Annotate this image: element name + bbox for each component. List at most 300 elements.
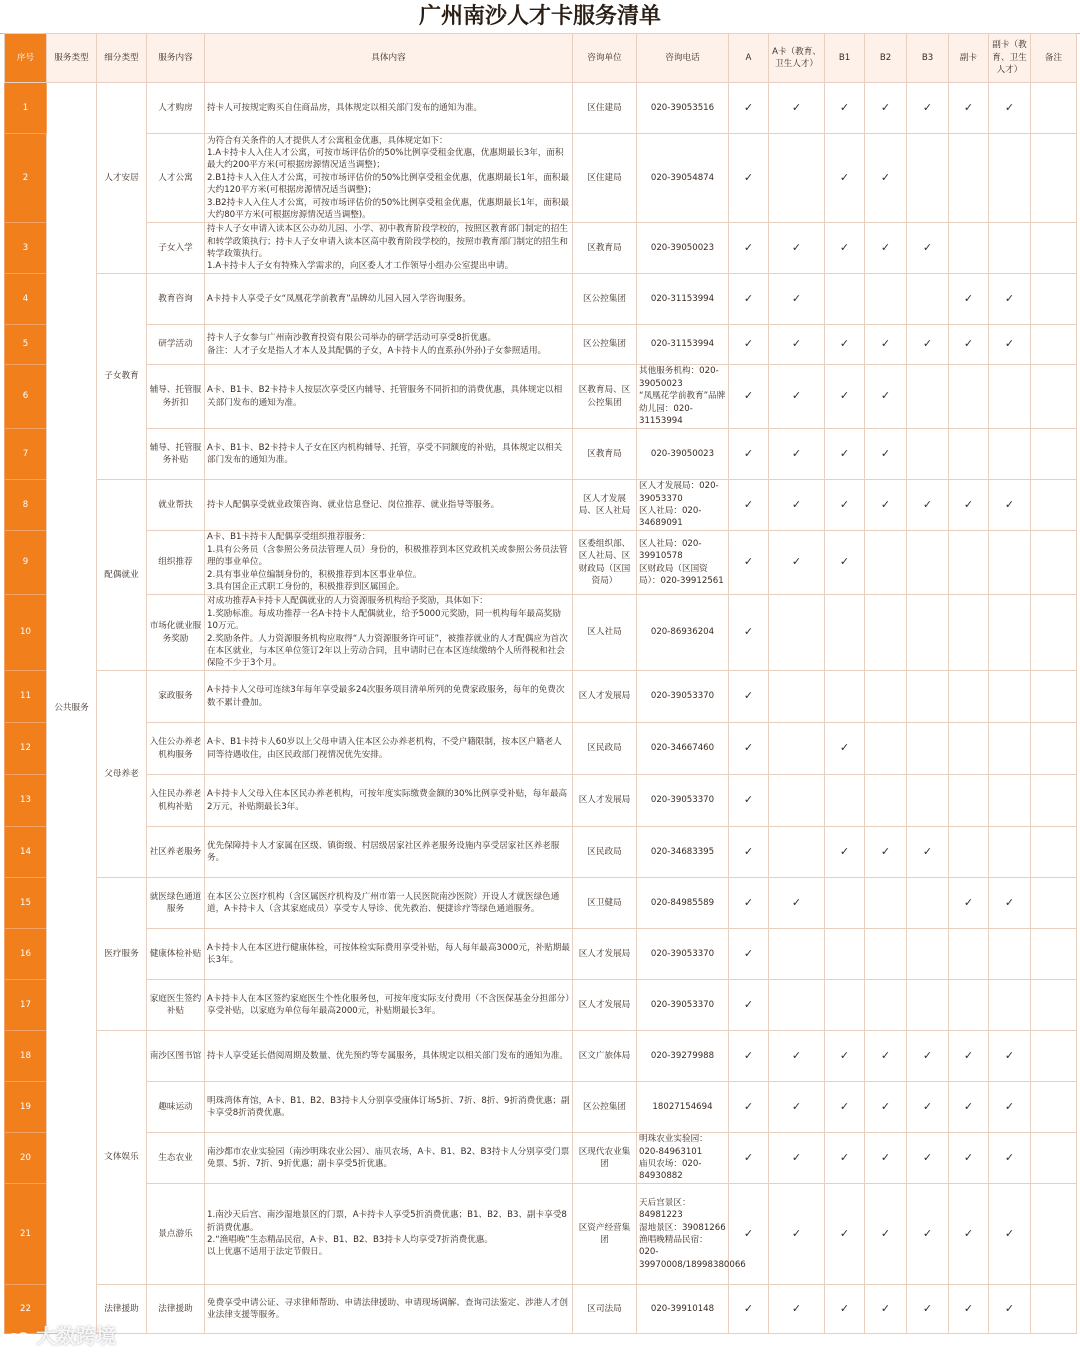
card-tick-cell xyxy=(769,1184,825,1285)
remarks-cell xyxy=(1031,134,1077,223)
card-tick-cell xyxy=(865,531,907,595)
card-tick-cell xyxy=(825,671,865,723)
row-number: 13 xyxy=(5,775,47,827)
check-icon: ✓ xyxy=(839,1099,850,1113)
unit-cell: 区教育局、区公控集团 xyxy=(573,365,637,429)
check-icon: ✓ xyxy=(880,240,891,254)
row-number: 11 xyxy=(5,671,47,723)
check-icon: ✓ xyxy=(880,389,891,403)
check-icon: ✓ xyxy=(1004,337,1015,351)
card-tick-cell xyxy=(989,1082,1031,1133)
row-number: 2 xyxy=(5,134,47,223)
card-tick-cell xyxy=(989,980,1031,1031)
card-tick-cell xyxy=(865,775,907,827)
detail-cell: A卡持卡人在本区签约家庭医生个性化服务包，可按年度实际支付费用（不含医保基金分担部分）享受补贴，以家庭为单位每年最高2000元，补贴期最长3年。 xyxy=(205,980,573,1031)
service-type-cell: 公共服务 xyxy=(47,83,97,1334)
check-icon: ✓ xyxy=(743,946,754,960)
card-tick-cell xyxy=(769,775,825,827)
check-icon: ✓ xyxy=(791,1301,802,1315)
service-item-cell: 就业帮扶 xyxy=(147,480,205,531)
check-icon: ✓ xyxy=(1004,1099,1015,1113)
row-number: 17 xyxy=(5,980,47,1031)
card-tick-cell xyxy=(825,1285,865,1334)
card-tick-cell xyxy=(949,1184,989,1285)
phone-cell: 区人才发展局：020-39053370 区人社局：020-34689091 xyxy=(637,480,729,531)
row-number: 12 xyxy=(5,723,47,775)
card-tick-cell xyxy=(825,1133,865,1184)
row-number: 21 xyxy=(5,1184,47,1285)
check-icon: ✓ xyxy=(922,337,933,351)
detail-cell: 优先保障持卡人才家属在区级、镇街级、村居级居家社区养老服务设施内享受居家社区养老服务。 xyxy=(205,827,573,878)
phone-cell: 020-39053370 xyxy=(637,929,729,980)
remarks-cell xyxy=(1031,671,1077,723)
check-icon: ✓ xyxy=(743,389,754,403)
card-tick-cell xyxy=(865,827,907,878)
card-tick-cell xyxy=(825,775,865,827)
card-tick-cell xyxy=(825,929,865,980)
detail-cell: 持卡人享受延长借阅周期及数量、优先预约等专属服务，具体规定以相关部门发布的通知为准。 xyxy=(205,1031,573,1082)
check-icon: ✓ xyxy=(839,555,850,569)
detail-cell: A卡持卡人父母可连续3年每年享受最多24次服务项目清单所列的免费家政服务，每年的免费次数不累计叠加。 xyxy=(205,671,573,723)
check-icon: ✓ xyxy=(791,446,802,460)
check-icon: ✓ xyxy=(880,1048,891,1062)
card-tick-cell xyxy=(769,83,825,134)
card-tick-cell xyxy=(989,1031,1031,1082)
remarks-cell xyxy=(1031,429,1077,480)
header-service-type: 服务类型 xyxy=(47,34,97,83)
unit-cell: 区现代农业集团 xyxy=(573,1133,637,1184)
service-item-cell: 趣味运动 xyxy=(147,1082,205,1133)
category-cell: 法律援助 xyxy=(97,1285,147,1334)
remarks-cell xyxy=(1031,325,1077,365)
unit-cell: 区人才发展局、区人社局 xyxy=(573,480,637,531)
phone-cell: 020-31153994 xyxy=(637,274,729,325)
check-icon: ✓ xyxy=(880,1301,891,1315)
remarks-cell xyxy=(1031,775,1077,827)
card-tick-cell xyxy=(825,274,865,325)
card-tick-cell xyxy=(907,365,949,429)
check-icon: ✓ xyxy=(743,497,754,511)
phone-cell: 020-86936204 xyxy=(637,595,729,671)
card-tick-cell xyxy=(989,1133,1031,1184)
service-item-cell: 南沙区图书馆 xyxy=(147,1031,205,1082)
detail-cell: A卡、B1卡持卡人60岁以上父母申请入住本区公办养老机构，不受户籍限制，按本区户籍老人同等待遇收住，由区民政部门视情况优先安排。 xyxy=(205,723,573,775)
header-seq: 序号 xyxy=(5,34,47,83)
card-tick-cell xyxy=(907,480,949,531)
check-icon: ✓ xyxy=(743,844,754,858)
table-row xyxy=(5,929,1077,980)
card-tick-cell xyxy=(729,1082,769,1133)
card-tick-cell xyxy=(865,595,907,671)
card-tick-cell xyxy=(907,671,949,723)
check-icon: ✓ xyxy=(839,100,850,114)
remarks-cell xyxy=(1031,878,1077,929)
remarks-cell xyxy=(1031,723,1077,775)
check-icon: ✓ xyxy=(743,1226,754,1240)
check-icon: ✓ xyxy=(922,100,933,114)
service-item-cell: 人才购房 xyxy=(147,83,205,134)
detail-cell: 南沙都市农业实验园（南沙明珠农业公园）、庙贝农场，A卡、B1、B2、B3持卡人分别享受门票免票、5折、7折、9折优惠；副卡享受5折优惠。 xyxy=(205,1133,573,1184)
header-unit: 咨询单位 xyxy=(573,34,637,83)
header-card-a-edu: A卡（教育、卫生人才） xyxy=(769,34,825,83)
card-tick-cell xyxy=(729,723,769,775)
check-icon: ✓ xyxy=(839,497,850,511)
header-subcategory: 细分类型 xyxy=(97,34,147,83)
card-tick-cell xyxy=(989,365,1031,429)
card-tick-cell xyxy=(825,827,865,878)
check-icon: ✓ xyxy=(922,1226,933,1240)
row-number: 8 xyxy=(5,480,47,531)
check-icon: ✓ xyxy=(791,1150,802,1164)
remarks-cell xyxy=(1031,365,1077,429)
table-row xyxy=(5,827,1077,878)
card-tick-cell xyxy=(729,223,769,274)
check-icon: ✓ xyxy=(963,1301,974,1315)
card-tick-cell xyxy=(729,325,769,365)
card-tick-cell xyxy=(949,134,989,223)
check-icon: ✓ xyxy=(963,1048,974,1062)
check-icon: ✓ xyxy=(743,240,754,254)
card-tick-cell xyxy=(907,274,949,325)
card-tick-cell xyxy=(769,595,825,671)
remarks-cell xyxy=(1031,1082,1077,1133)
card-tick-cell xyxy=(825,980,865,1031)
service-item-cell: 健康体检补贴 xyxy=(147,929,205,980)
phone-cell: 其他服务机构：020-39050023 “凤凰花学前教育”品牌幼儿园：020-31153994 xyxy=(637,365,729,429)
card-tick-cell xyxy=(907,223,949,274)
phone-cell: 020-39053370 xyxy=(637,980,729,1031)
card-tick-cell xyxy=(769,827,825,878)
row-number: 1 xyxy=(5,83,47,134)
card-tick-cell xyxy=(989,83,1031,134)
check-icon: ✓ xyxy=(880,1226,891,1240)
check-icon: ✓ xyxy=(743,446,754,460)
card-tick-cell xyxy=(989,595,1031,671)
check-icon: ✓ xyxy=(1004,100,1015,114)
card-tick-cell xyxy=(907,429,949,480)
phone-cell: 020-31153994 xyxy=(637,325,729,365)
card-tick-cell xyxy=(865,929,907,980)
card-tick-cell xyxy=(865,325,907,365)
check-icon: ✓ xyxy=(880,844,891,858)
card-tick-cell xyxy=(989,429,1031,480)
check-icon: ✓ xyxy=(839,170,850,184)
card-tick-cell xyxy=(989,531,1031,595)
check-icon: ✓ xyxy=(963,895,974,909)
table-row xyxy=(5,274,1077,325)
card-tick-cell xyxy=(825,1031,865,1082)
remarks-cell xyxy=(1031,274,1077,325)
detail-cell: 持卡人子女参与广州南沙教育投资有限公司举办的研学活动可享受8折优惠。 备注：人才子女是指人才本人及其配偶的子女，A卡持卡人的直系孙(外孙)子女参照适用。 xyxy=(205,325,573,365)
check-icon: ✓ xyxy=(839,1150,850,1164)
service-item-cell: 组织推荐 xyxy=(147,531,205,595)
card-tick-cell xyxy=(989,1285,1031,1334)
unit-cell: 区民政局 xyxy=(573,723,637,775)
service-item-cell: 子女入学 xyxy=(147,223,205,274)
card-tick-cell xyxy=(825,134,865,223)
service-item-cell: 辅导、托管服务补贴 xyxy=(147,429,205,480)
card-tick-cell xyxy=(729,878,769,929)
card-tick-cell xyxy=(769,1133,825,1184)
service-item-cell: 生态农业 xyxy=(147,1133,205,1184)
phone-cell: 天后宫景区：84981223 湿地景区：39081266 渔唱晚精品民宿：020-39970008/18998380066 xyxy=(637,1184,729,1285)
card-tick-cell xyxy=(729,775,769,827)
card-tick-cell xyxy=(729,1031,769,1082)
remarks-cell xyxy=(1031,929,1077,980)
check-icon: ✓ xyxy=(791,389,802,403)
category-cell: 子女教育 xyxy=(97,274,147,480)
card-tick-cell xyxy=(729,980,769,1031)
card-tick-cell xyxy=(865,671,907,723)
check-icon: ✓ xyxy=(743,1301,754,1315)
service-item-cell: 社区养老服务 xyxy=(147,827,205,878)
card-tick-cell xyxy=(989,325,1031,365)
check-icon: ✓ xyxy=(743,895,754,909)
card-tick-cell xyxy=(949,83,989,134)
phone-cell: 020-39910148 xyxy=(637,1285,729,1334)
card-tick-cell xyxy=(949,929,989,980)
phone-cell: 020-34667460 xyxy=(637,723,729,775)
unit-cell: 区司法局 xyxy=(573,1285,637,1334)
table-row xyxy=(5,1082,1077,1133)
card-tick-cell xyxy=(769,723,825,775)
service-item-cell: 入住民办养老机构补贴 xyxy=(147,775,205,827)
table-row xyxy=(5,1285,1077,1334)
check-icon: ✓ xyxy=(743,741,754,755)
card-tick-cell xyxy=(769,480,825,531)
card-tick-cell xyxy=(865,1285,907,1334)
header-card-b3: B3 xyxy=(907,34,949,83)
card-tick-cell xyxy=(729,365,769,429)
card-tick-cell xyxy=(989,878,1031,929)
card-tick-cell xyxy=(769,929,825,980)
unit-cell: 区人才发展局 xyxy=(573,671,637,723)
card-tick-cell xyxy=(989,775,1031,827)
check-icon: ✓ xyxy=(839,844,850,858)
table-row xyxy=(5,671,1077,723)
card-tick-cell xyxy=(825,531,865,595)
remarks-cell xyxy=(1031,595,1077,671)
detail-cell: A卡持卡人父母入住本区民办养老机构，可按年度实际缴费金额的30%比例享受补贴，每年最高2万元，补贴期最长3年。 xyxy=(205,775,573,827)
card-tick-cell xyxy=(865,274,907,325)
card-tick-cell xyxy=(729,134,769,223)
card-tick-cell xyxy=(865,365,907,429)
service-item-cell: 辅导、托管服务折扣 xyxy=(147,365,205,429)
card-tick-cell xyxy=(825,480,865,531)
card-tick-cell xyxy=(825,1184,865,1285)
check-icon: ✓ xyxy=(743,170,754,184)
card-tick-cell xyxy=(949,1082,989,1133)
check-icon: ✓ xyxy=(839,741,850,755)
service-item-cell: 入住公办养老机构服务 xyxy=(147,723,205,775)
row-number: 15 xyxy=(5,878,47,929)
check-icon: ✓ xyxy=(1004,291,1015,305)
card-tick-cell xyxy=(769,223,825,274)
card-tick-cell xyxy=(825,83,865,134)
table-row xyxy=(5,878,1077,929)
service-item-cell: 人才公寓 xyxy=(147,134,205,223)
card-tick-cell xyxy=(989,134,1031,223)
detail-cell: 为符合有关条件的人才提供人才公寓租金优惠，具体规定如下： 1.A卡持卡人入住人才公寓，可按市场评估价的50%比例享受租金优惠，优惠期最长3年，面积最大约200平方米(可根据房源情况适当调整)； 2.B1持卡人入住人才公寓，可按市场评估价的50%比例享受租金优惠，优惠期最长1年，面积最大约120平方米(可根据房源情况适当调整)； 3.B2持卡人入住人才公寓，可按市场评估价的50%比例享受租金优惠，优惠期最长1年，面积最大约80平方米(可根据房源情况适当调整)。 xyxy=(205,134,573,223)
remarks-cell xyxy=(1031,480,1077,531)
watermark xyxy=(6,1320,116,1349)
detail-cell: 1.南沙天后宫、南沙湿地景区的门票，A卡持卡人享受5折消费优惠；B1、B2、B3、副卡享受8折消费优惠。 2.“渔唱晚”生态精品民宿，A卡、B1、B2、B3持卡人均享受7折消费优惠。 以上优惠不适用于法定节假日。 xyxy=(205,1184,573,1285)
unit-cell: 区人才发展局 xyxy=(573,775,637,827)
service-item-cell: 法律援助 xyxy=(147,1285,205,1334)
remarks-cell xyxy=(1031,1184,1077,1285)
card-tick-cell xyxy=(907,531,949,595)
phone-cell: 020-39053370 xyxy=(637,775,729,827)
detail-cell: 持卡人配偶享受就业政策咨询、就业信息登记、岗位推荐、就业指导等服务。 xyxy=(205,480,573,531)
check-icon: ✓ xyxy=(791,240,802,254)
unit-cell: 区教育局 xyxy=(573,223,637,274)
check-icon: ✓ xyxy=(839,1301,850,1315)
check-icon: ✓ xyxy=(791,895,802,909)
card-tick-cell xyxy=(729,827,769,878)
card-tick-cell xyxy=(989,671,1031,723)
card-tick-cell xyxy=(907,929,949,980)
table-row xyxy=(5,531,1077,595)
table-row xyxy=(5,1133,1077,1184)
card-tick-cell xyxy=(989,723,1031,775)
table-row xyxy=(5,134,1077,223)
service-item-cell: 景点游乐 xyxy=(147,1184,205,1285)
card-tick-cell xyxy=(907,775,949,827)
check-icon: ✓ xyxy=(922,1150,933,1164)
unit-cell: 区公控集团 xyxy=(573,325,637,365)
card-tick-cell xyxy=(949,775,989,827)
remarks-cell xyxy=(1031,827,1077,878)
card-tick-cell xyxy=(825,1082,865,1133)
unit-cell: 区文广旅体局 xyxy=(573,1031,637,1082)
check-icon: ✓ xyxy=(743,100,754,114)
check-icon: ✓ xyxy=(963,1226,974,1240)
card-tick-cell xyxy=(907,325,949,365)
card-tick-cell xyxy=(949,365,989,429)
table-row xyxy=(5,1184,1077,1285)
unit-cell: 区资产经营集团 xyxy=(573,1184,637,1285)
card-tick-cell xyxy=(769,980,825,1031)
table-row xyxy=(5,980,1077,1031)
check-icon: ✓ xyxy=(791,555,802,569)
card-tick-cell xyxy=(949,274,989,325)
card-tick-cell xyxy=(769,325,825,365)
card-tick-cell xyxy=(907,1031,949,1082)
remarks-cell xyxy=(1031,1133,1077,1184)
check-icon: ✓ xyxy=(880,497,891,511)
card-tick-cell xyxy=(825,595,865,671)
card-tick-cell xyxy=(989,223,1031,274)
unit-cell: 区人社局 xyxy=(573,595,637,671)
unit-cell: 区卫健局 xyxy=(573,878,637,929)
card-tick-cell xyxy=(729,1133,769,1184)
header-remarks: 备注 xyxy=(1031,34,1077,83)
check-icon: ✓ xyxy=(791,1099,802,1113)
watermark-logo-icon xyxy=(6,1329,32,1347)
card-tick-cell xyxy=(907,878,949,929)
table-row xyxy=(5,1031,1077,1082)
card-tick-cell xyxy=(865,1031,907,1082)
remarks-cell xyxy=(1031,531,1077,595)
page-title: 广州南沙人才卡服务清单 xyxy=(0,0,1080,34)
service-item-cell: 研学活动 xyxy=(147,325,205,365)
row-number: 19 xyxy=(5,1082,47,1133)
phone-cell: 020-39054874 xyxy=(637,134,729,223)
phone-cell: 020-39053370 xyxy=(637,671,729,723)
card-tick-cell xyxy=(865,1184,907,1285)
detail-cell: A卡、B1卡、B2卡持卡人子女在区内机构辅导、托管，享受不同额度的补贴，具体规定以相关部门发布的通知为准。 xyxy=(205,429,573,480)
card-tick-cell xyxy=(825,878,865,929)
header-sub-card: 副卡 xyxy=(949,34,989,83)
check-icon: ✓ xyxy=(743,337,754,351)
header-card-b2: B2 xyxy=(865,34,907,83)
check-icon: ✓ xyxy=(839,337,850,351)
card-tick-cell xyxy=(949,325,989,365)
check-icon: ✓ xyxy=(839,446,850,460)
check-icon: ✓ xyxy=(963,100,974,114)
table-row xyxy=(5,83,1077,134)
card-tick-cell xyxy=(729,531,769,595)
card-tick-cell xyxy=(865,723,907,775)
card-tick-cell xyxy=(865,878,907,929)
detail-cell: 对成功推荐A卡持卡人配偶就业的人力资源服务机构给予奖励，具体如下： 1.奖励标准。每成功推荐一名A卡持卡人配偶就业，给予5000元奖励，同一机构每年最高奖励10万元。 2.奖励条件。人力资源服务机构应取得“人力资源服务许可证”，被推荐就业的人才配偶应为首次在本区就业，与本区单位签订2年以上劳动合同，且申请时已在本区连续缴纳个人所得税和社会保险不少于3个月。 xyxy=(205,595,573,671)
row-number: 22 xyxy=(5,1285,47,1334)
check-icon: ✓ xyxy=(880,337,891,351)
card-tick-cell xyxy=(729,480,769,531)
card-tick-cell xyxy=(865,480,907,531)
card-tick-cell xyxy=(769,531,825,595)
card-tick-cell xyxy=(729,929,769,980)
check-icon: ✓ xyxy=(1004,1226,1015,1240)
phone-cell: 020-39279988 xyxy=(637,1031,729,1082)
check-icon: ✓ xyxy=(922,1301,933,1315)
check-icon: ✓ xyxy=(839,240,850,254)
row-number: 7 xyxy=(5,429,47,480)
check-icon: ✓ xyxy=(922,844,933,858)
phone-cell: 区人社局：020-39910578 区财政局（区国资局）：020-39912561 xyxy=(637,531,729,595)
phone-cell: 020-39050023 xyxy=(637,223,729,274)
card-tick-cell xyxy=(825,723,865,775)
service-table xyxy=(4,33,1077,1334)
card-tick-cell xyxy=(769,365,825,429)
card-tick-cell xyxy=(907,827,949,878)
category-cell: 文体娱乐 xyxy=(97,1031,147,1285)
remarks-cell xyxy=(1031,980,1077,1031)
phone-cell: 18027154694 xyxy=(637,1082,729,1133)
check-icon: ✓ xyxy=(839,1226,850,1240)
check-icon: ✓ xyxy=(1004,1048,1015,1062)
card-tick-cell xyxy=(949,671,989,723)
card-tick-cell xyxy=(949,429,989,480)
card-tick-cell xyxy=(989,1184,1031,1285)
phone-cell: 020-39050023 xyxy=(637,429,729,480)
card-tick-cell xyxy=(949,1031,989,1082)
check-icon: ✓ xyxy=(963,1150,974,1164)
header-card-a: A xyxy=(729,34,769,83)
check-icon: ✓ xyxy=(743,1048,754,1062)
phone-cell: 明珠农业实验园：020-84963101 庙贝农场：020-84930882 xyxy=(637,1133,729,1184)
row-number: 5 xyxy=(5,325,47,365)
card-tick-cell xyxy=(907,1133,949,1184)
card-tick-cell xyxy=(865,980,907,1031)
header-details: 具体内容 xyxy=(205,34,573,83)
card-tick-cell xyxy=(907,1285,949,1334)
card-tick-cell xyxy=(907,134,949,223)
header-phone: 咨询电话 xyxy=(637,34,729,83)
service-item-cell: 家政服务 xyxy=(147,671,205,723)
row-number: 14 xyxy=(5,827,47,878)
card-tick-cell xyxy=(907,1184,949,1285)
